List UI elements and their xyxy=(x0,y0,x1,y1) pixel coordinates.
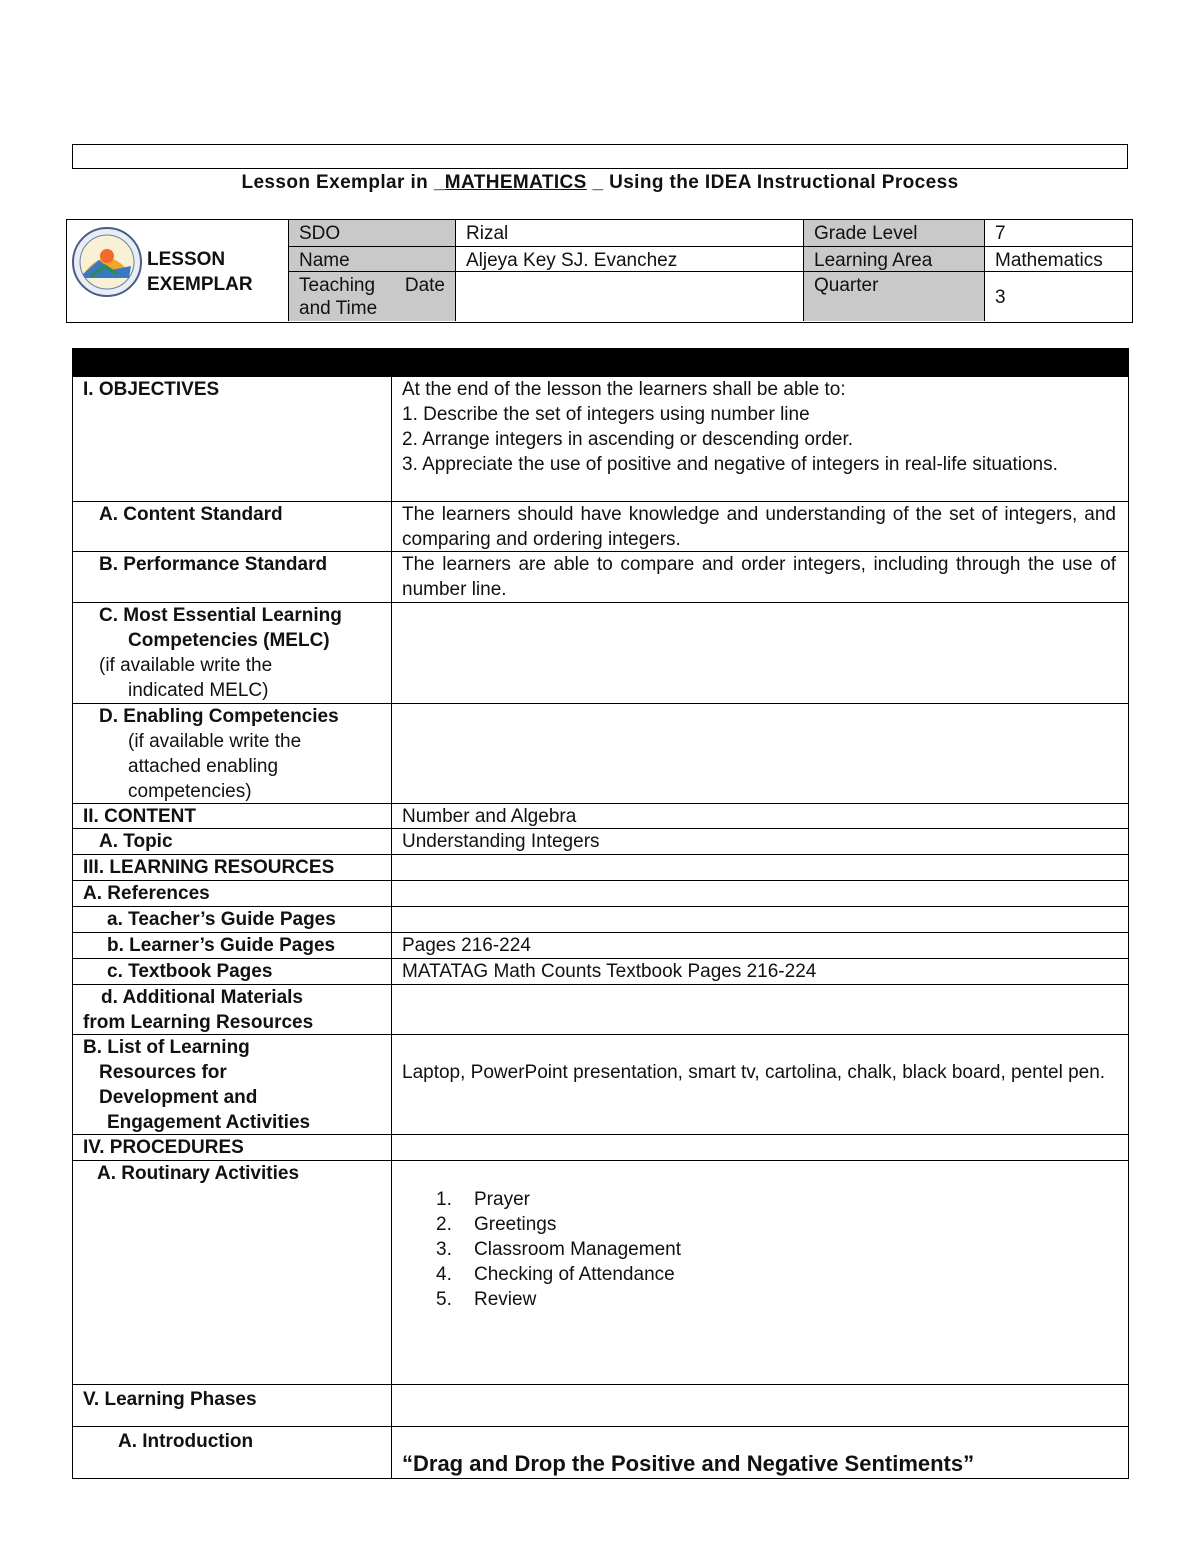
objectives-row xyxy=(73,376,1128,501)
logo-cell xyxy=(67,220,288,321)
routinary-activities-row xyxy=(73,1160,1128,1384)
melc-label: C. Most Essential Learning Competencies (MELC) (if available write the indicated MELC) xyxy=(73,603,392,703)
enabling-value xyxy=(392,704,1128,803)
learning-resources-value xyxy=(392,855,1128,880)
deped-seal-icon xyxy=(71,226,143,298)
routinary-item xyxy=(402,1212,1116,1237)
performance-standard-label: B. Performance Standard xyxy=(73,552,392,602)
textbook-row xyxy=(73,958,1128,984)
routinary-item xyxy=(402,1262,1116,1287)
performance-standard-value: The learners are able to compare and order integers, including through the use of number line. xyxy=(402,554,1116,600)
routinary-item-text: Greetings xyxy=(474,1214,557,1235)
routinary-item xyxy=(402,1187,1116,1212)
list-resources-value: Laptop, PowerPoint presentation, smart tv, cartolina, chalk, black board, pentel pen. xyxy=(402,1062,1106,1083)
title-prefix: Lesson Exemplar in _ xyxy=(241,172,445,193)
learners-guide-label: b. Learner’s Guide Pages xyxy=(73,933,392,958)
routinary-item-number: 5. xyxy=(436,1289,452,1310)
document-title xyxy=(72,172,1128,194)
title-subject: MATHEMATICS xyxy=(444,172,587,193)
content-standard-value: The learners should have knowledge and understanding of the set of integers, and comparing and ordering integers. xyxy=(402,504,1116,550)
topic-row xyxy=(73,828,1128,854)
additional-materials-label: d. Additional Materials from Learning Resources xyxy=(73,985,392,1034)
content-standard-label: A. Content Standard xyxy=(73,502,392,551)
content-label: II. CONTENT xyxy=(73,804,392,828)
quarter-value: 3 xyxy=(984,271,1132,321)
learning-phases-row xyxy=(73,1384,1128,1426)
introduction-value: “Drag and Drop the Positive and Negative Sentiments” xyxy=(402,1451,975,1476)
procedures-label: IV. PROCEDURES xyxy=(73,1135,392,1160)
routinary-item xyxy=(402,1287,1116,1312)
objectives-label: I. OBJECTIVES xyxy=(73,377,392,501)
procedures-value xyxy=(392,1135,1128,1160)
melc-row xyxy=(73,602,1128,703)
header-table xyxy=(66,219,1133,323)
routinary-list xyxy=(402,1187,1116,1312)
routinary-item-text: Prayer xyxy=(474,1189,530,1210)
teaching-date-label: Teaching Date and Time xyxy=(288,271,455,321)
references-value xyxy=(392,881,1128,906)
list-resources-label: B. List of Learning Resources for Development and Engagement Activities xyxy=(73,1035,392,1134)
topic-label: A. Topic xyxy=(73,829,392,854)
teachers-guide-label: a. Teacher’s Guide Pages xyxy=(73,907,392,932)
teachers-guide-value xyxy=(392,907,1128,932)
routinary-activities-label: A. Routinary Activities xyxy=(73,1161,392,1384)
enabling-label: D. Enabling Competencies (if available write the attached enabling competencies) xyxy=(73,704,392,803)
learning-phases-label: V. Learning Phases xyxy=(73,1385,392,1426)
name-value: Aljeya Key SJ. Evanchez xyxy=(455,246,803,271)
lesson-table xyxy=(72,348,1129,1479)
name-label: Name xyxy=(288,246,455,271)
procedures-row xyxy=(73,1134,1128,1160)
learners-guide-value: Pages 216-224 xyxy=(402,935,531,956)
teaching-date-value xyxy=(455,271,803,321)
grade-level-value: 7 xyxy=(984,220,1132,246)
objectives-value: At the end of the lesson the learners shall be able to: 1. Describe the set of integers using number line 2. Arrange integers in ascending or descending order. 3. Appreciate the use of positive and negative of integers in real-life situations. xyxy=(402,379,1058,475)
routinary-item-number: 1. xyxy=(436,1189,452,1210)
table-header-bar xyxy=(73,349,1128,376)
topic-value: Understanding Integers xyxy=(402,831,600,852)
additional-materials-value xyxy=(392,985,1128,1034)
sdo-value: Rizal xyxy=(455,220,803,246)
routinary-item-number: 3. xyxy=(436,1239,452,1260)
routinary-item xyxy=(402,1237,1116,1262)
top-empty-frame xyxy=(72,144,1128,169)
learning-resources-row xyxy=(73,854,1128,880)
enabling-row xyxy=(73,703,1128,803)
routinary-activities-value xyxy=(392,1161,1128,1384)
lesson-exemplar-label: LESSON EXEMPLAR xyxy=(147,249,253,295)
quarter-label: Quarter xyxy=(803,271,984,321)
content-row xyxy=(73,803,1128,828)
learning-area-value: Mathematics xyxy=(984,246,1132,271)
textbook-label: c. Textbook Pages xyxy=(73,959,392,984)
learning-resources-label: III. LEARNING RESOURCES xyxy=(73,855,392,880)
routinary-item-number: 2. xyxy=(436,1214,452,1235)
title-suffix: _ Using the IDEA Instructional Process xyxy=(592,172,959,193)
content-standard-row xyxy=(73,501,1128,551)
learning-phases-value xyxy=(392,1385,1128,1426)
performance-standard-row xyxy=(73,551,1128,602)
textbook-value: MATATAG Math Counts Textbook Pages 216-224 xyxy=(402,961,817,982)
routinary-item-text: Review xyxy=(474,1289,537,1310)
learners-guide-row xyxy=(73,932,1128,958)
routinary-item-text: Classroom Management xyxy=(474,1239,681,1260)
learning-area-label: Learning Area xyxy=(803,246,984,271)
additional-materials-row xyxy=(73,984,1128,1034)
teachers-guide-row xyxy=(73,906,1128,932)
sdo-label: SDO xyxy=(288,220,455,246)
references-row xyxy=(73,880,1128,906)
routinary-item-text: Checking of Attendance xyxy=(474,1264,675,1285)
content-value: Number and Algebra xyxy=(402,806,577,827)
melc-value xyxy=(392,603,1128,703)
list-resources-row xyxy=(73,1034,1128,1134)
references-label: A. References xyxy=(73,881,392,906)
introduction-label: A. Introduction xyxy=(73,1427,392,1478)
introduction-row xyxy=(73,1426,1128,1478)
grade-level-label: Grade Level xyxy=(803,220,984,246)
routinary-item-number: 4. xyxy=(436,1264,452,1285)
